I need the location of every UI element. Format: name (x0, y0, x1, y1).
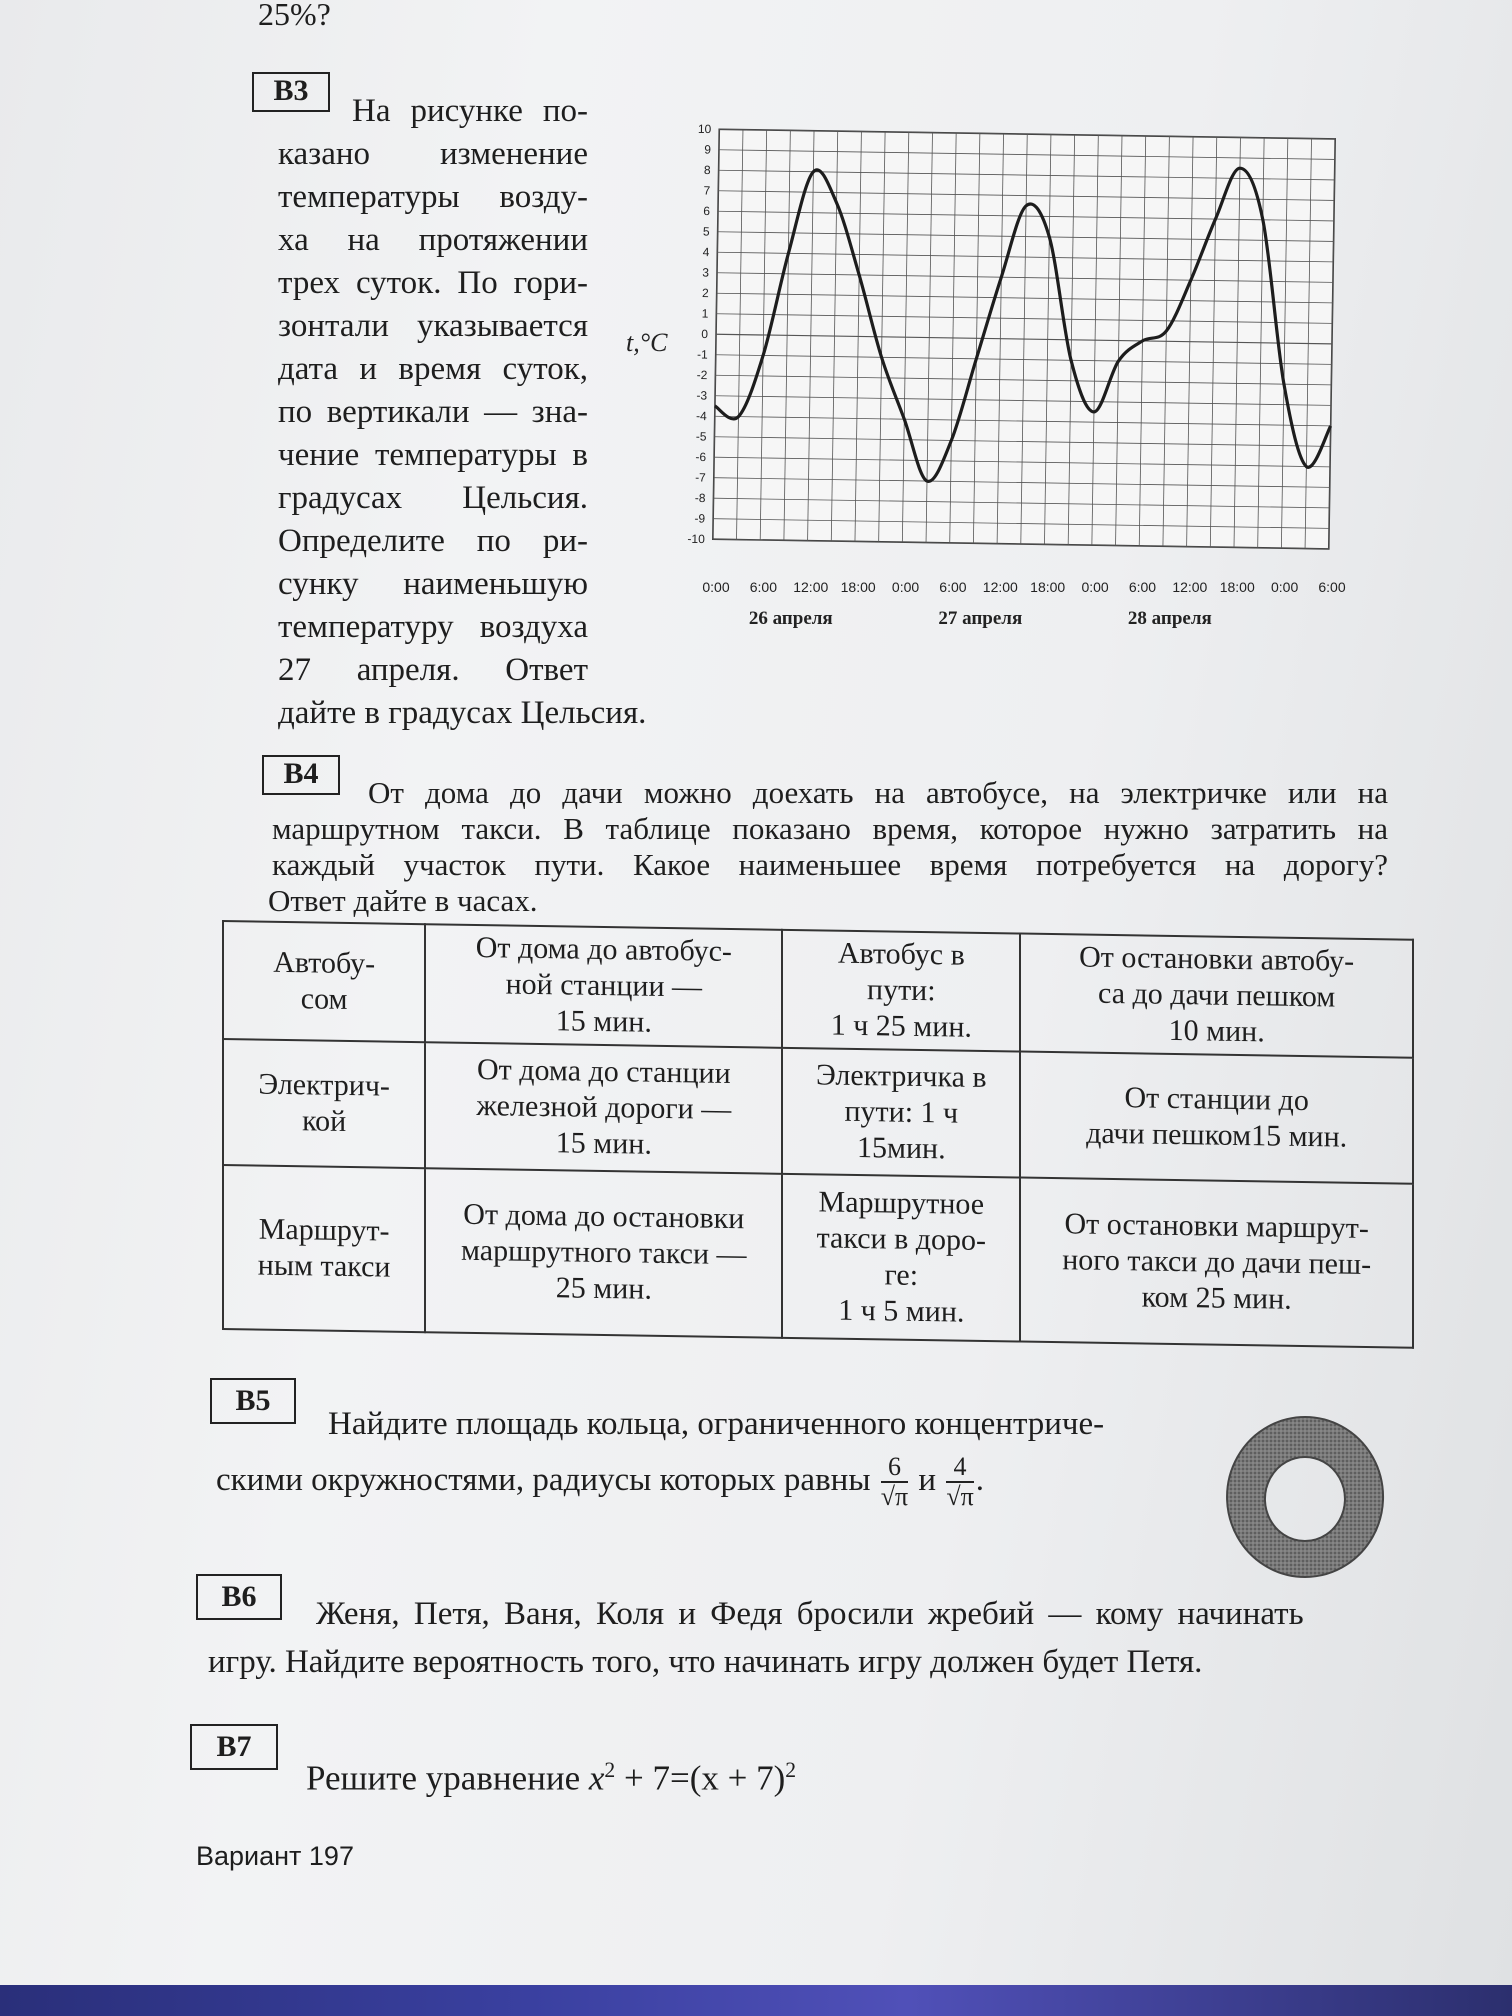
b3-text-line: дата и время суток, (278, 351, 588, 387)
b5-conjunction: и (918, 1462, 937, 1498)
x-tick-label: 12:00 (982, 579, 1018, 595)
b5-line2-text: скими окружностями, радиусы которых равны (216, 1462, 871, 1498)
table-row (223, 1165, 1413, 1348)
y-tick-label: -3 (696, 388, 708, 403)
b3-text-line: зонтали указывается (278, 308, 588, 344)
b5-fraction-outer-radius (881, 1453, 908, 1511)
b7-equation (306, 1752, 796, 1797)
y-tick-label: 7 (703, 183, 711, 198)
table-cell: От дома до остановки маршрутного такси — 25 мин. (425, 1168, 782, 1338)
table-cell: Автобус в пути: 1 ч 25 мин. (782, 930, 1020, 1052)
b6-label: В6 (196, 1574, 282, 1620)
b6-line1: Женя, Петя, Ваня, Коля и Федя бросили жребий — кому начинать (316, 1596, 1304, 1632)
b3-text-line: чение температуры в (278, 437, 588, 473)
b4-text-line: От дома до дачи можно доехать на автобусе, на электричке или на (368, 775, 1388, 810)
b3-text-line: дайте в градусах Цельсия. (278, 695, 647, 731)
table-row-header: Маршрут- ным такси (223, 1165, 425, 1332)
table-cell: От дома до автобус- ной станции — 15 мин. (425, 924, 782, 1048)
b5-period: . (975, 1462, 984, 1498)
table-cell: От дома до станции железной дороги — 15 мин. (425, 1042, 782, 1174)
y-tick-label: -8 (694, 490, 706, 506)
x-tick-label: 12:00 (793, 579, 829, 595)
y-tick-label: 6 (703, 204, 711, 219)
b5-label: В5 (210, 1378, 296, 1424)
y-tick-label: -10 (687, 531, 705, 547)
b3-text-line: казано изменение (278, 136, 588, 172)
variant-footer: Вариант 197 (196, 1841, 354, 1871)
b3-text-line: 27 апреля. Ответ (278, 652, 588, 688)
b7-variable: x (588, 1758, 605, 1798)
chart-plot-group (687, 122, 1335, 556)
table-row (223, 1039, 1413, 1184)
b3-text-line: ха на протяжении (278, 222, 588, 258)
fraction-denominator: √π (880, 1482, 909, 1512)
y-tick-label: 0 (701, 326, 709, 342)
y-tick-label: 10 (697, 121, 712, 137)
b7-exponent-2: 2 (785, 1758, 797, 1782)
y-tick-label: -5 (695, 429, 707, 444)
y-tick-label: -7 (695, 470, 706, 485)
table-cell: От станции до дачи пешком15 мин. (1020, 1052, 1413, 1184)
x-tick-label: 12:00 (1172, 579, 1208, 595)
table-row (223, 921, 1413, 1058)
fraction-numerator: 6 (881, 1453, 908, 1483)
b3-text-line: Определите по ри- (278, 523, 588, 559)
x-tick-label: 0:00 (702, 579, 730, 595)
date-label: 26 апреля (748, 608, 833, 629)
table-cell: Электричка в пути: 1 ч 15мин. (782, 1048, 1020, 1178)
y-tick-label: -2 (696, 367, 708, 383)
b4-label: В4 (262, 755, 340, 795)
previous-task-fragment: 25%? (258, 0, 331, 32)
temperature-chart (620, 120, 1400, 640)
y-tick-label: -1 (696, 347, 708, 362)
table-cell: От остановки автобу- са до дачи пешком 10 мин. (1020, 934, 1413, 1058)
b7-label: В7 (190, 1724, 278, 1770)
x-tick-label: 6:00 (749, 579, 778, 595)
x-tick-label: 0:00 (1270, 579, 1299, 595)
b4-text-line: каждый участок пути. Какое наименьшее время потребуется на дорогу? (272, 847, 1388, 882)
b6-line2: игру. Найдите вероятность того, что начинать игру должен будет Петя. (208, 1644, 1203, 1680)
b5-fraction-inner-radius (946, 1453, 973, 1511)
fraction-numerator: 4 (946, 1453, 973, 1483)
fraction-denominator: √π (946, 1482, 974, 1512)
b3-text-line: На рисунке по- (352, 93, 588, 129)
y-tick-label: 9 (704, 142, 712, 157)
x-tick-label: 0:00 (1081, 579, 1109, 595)
y-tick-label: 1 (701, 306, 709, 321)
b5-line1: Найдите площадь кольца, ограниченного концентриче- (328, 1406, 1105, 1442)
y-tick-label: -6 (695, 449, 707, 465)
b3-label: В3 (252, 72, 330, 112)
b4-text-line: маршрутном такси. В таблице показано время, которое нужно затратить на (272, 811, 1388, 846)
b3-text-line: трех суток. По гори- (278, 265, 588, 301)
table-row-header: Автобу- сом (223, 921, 425, 1042)
b3-text-line: градусах Цельсия. (278, 480, 588, 516)
x-tick-label: 6:00 (1318, 579, 1346, 595)
x-tick-label: 0:00 (891, 579, 920, 595)
table-row-header: Электрич- кой (223, 1039, 425, 1168)
b4-text-line: Ответ дайте в часах. (268, 883, 538, 918)
b7-text: Решите уравнение (306, 1758, 581, 1798)
x-tick-label: 18:00 (840, 579, 876, 595)
y-axis-label: t,°C (626, 328, 668, 357)
ring-figure (1222, 1412, 1388, 1582)
y-tick-label: 3 (702, 265, 710, 280)
x-tick-label: 6:00 (939, 579, 967, 595)
x-tick-label: 6:00 (1128, 579, 1157, 595)
route-times-table (222, 920, 1414, 1349)
b3-text-line: температуры возду- (278, 179, 588, 215)
b7-rhs: + 7=(x + 7) (615, 1758, 786, 1798)
y-tick-label: 4 (702, 245, 710, 260)
y-tick-label: 2 (701, 286, 709, 301)
date-label: 28 апреля (1127, 608, 1212, 629)
ring-shape (1227, 1417, 1383, 1577)
y-tick-label: 8 (703, 163, 711, 178)
x-tick-label: 18:00 (1219, 579, 1255, 595)
y-tick-label: -4 (695, 408, 707, 424)
table-cell: От остановки маршрут- ного такси до дачи пеш- ком 25 мин. (1020, 1178, 1413, 1348)
b3-text-line: сунку наименьшую (278, 566, 588, 602)
b3-text-line: по вертикали — зна- (278, 394, 588, 430)
b5-line2 (216, 1450, 984, 1511)
desk-background (0, 1985, 1512, 2016)
b7-exponent: 2 (604, 1758, 616, 1782)
b3-text-line: температуру воздуха (278, 609, 588, 645)
x-tick-label: 18:00 (1030, 579, 1066, 595)
y-tick-label: -9 (694, 511, 706, 526)
date-label: 27 апреля (938, 608, 1023, 629)
y-tick-label: 5 (702, 224, 710, 239)
table-cell: Маршрутное такси в доро- ге: 1 ч 5 мин. (782, 1174, 1020, 1342)
